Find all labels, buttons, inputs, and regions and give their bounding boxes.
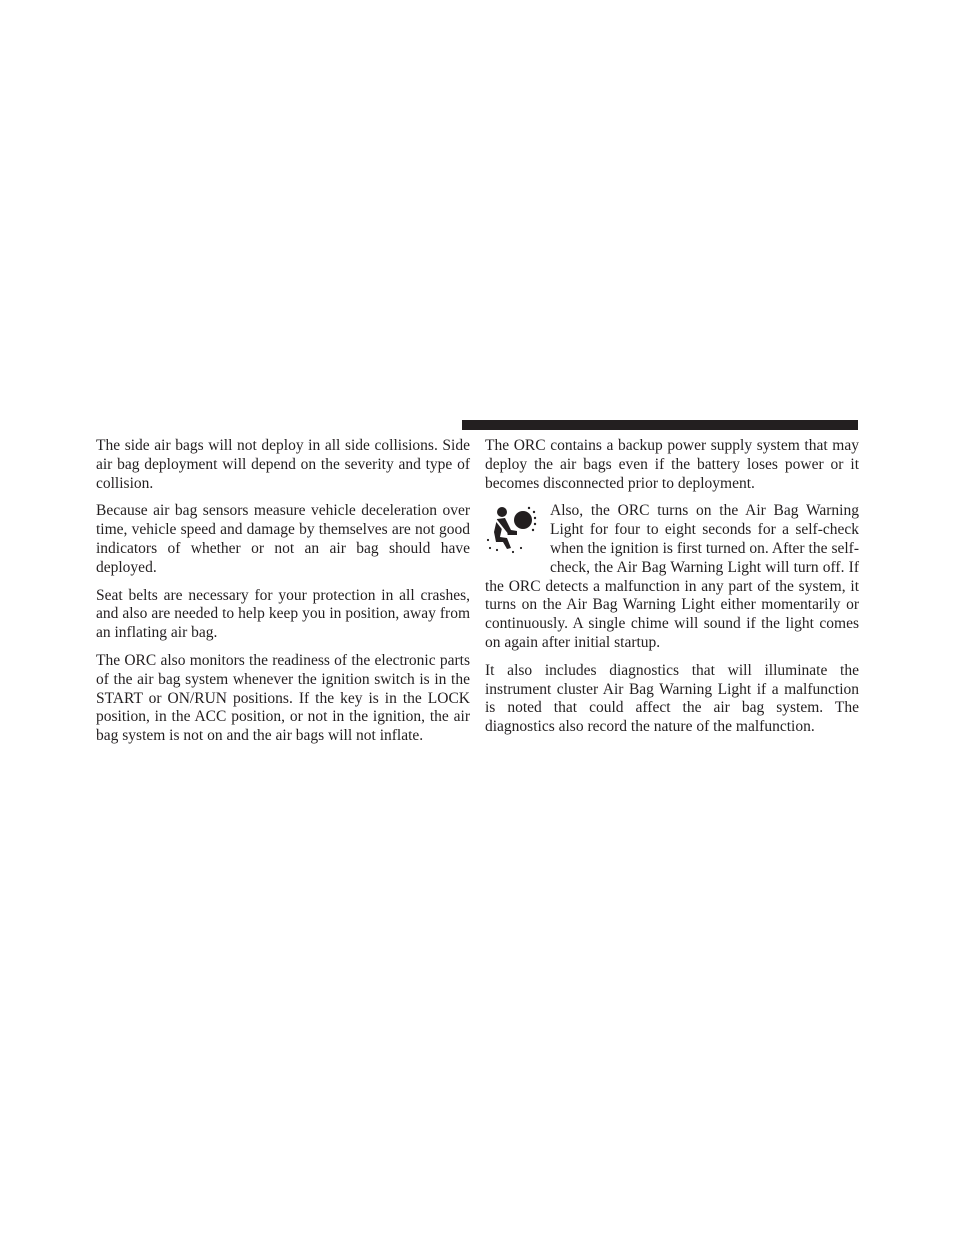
warning-light-text: Also, the ORC turns on the Air Bag Warning Light for four to eight seconds for a self-check when the ignition is first turned on. After the self-check, the Air Bag Warning Light will turn off. If the ORC detects a malfunction in any part of the system, it turns on the Air Bag Warning Light either momentarily or continuously. A single chime will sound if the light comes on again after initial startup. bbox=[485, 502, 859, 651]
paragraph-side-air-bags: The side air bags will not deploy in all side collisions. Side air bag deployment will depend on the severity and type of collision. bbox=[96, 437, 470, 492]
left-column bbox=[96, 437, 470, 755]
paragraph-diagnostics: It also includes diagnostics that will illuminate the instrument cluster Air Bag Warning Light if a malfunction is noted that could affect the air bag system. The diagnostics also record the nature of the malfunction. bbox=[485, 661, 859, 736]
paragraph-warning-light bbox=[485, 502, 859, 652]
paragraph-seat-belts: Seat belts are necessary for your protection in all crashes, and also are needed to help keep you in position, away from an inflating air bag. bbox=[96, 586, 470, 642]
air-bag-warning-icon bbox=[485, 504, 537, 560]
paragraph-sensors: Because air bag sensors measure vehicle deceleration over time, vehicle speed and damage by themselves are not good indicators of whether or not an air bag should have deployed. bbox=[96, 502, 470, 576]
paragraph-backup-power: The ORC contains a backup power supply system that may deploy the air bags even if the battery loses power or it becomes disconnected prior to deployment. bbox=[485, 437, 859, 492]
section-header-rule bbox=[462, 420, 858, 430]
paragraph-orc-monitors: The ORC also monitors the readiness of the electronic parts of the air bag system whenever the ignition switch is in the START or ON/RUN positions. If the key is in the LOCK position, in the ACC position, or not in the ignition, the air bag system is not on and the air bags will not inflate. bbox=[96, 651, 470, 745]
right-column bbox=[485, 437, 859, 746]
